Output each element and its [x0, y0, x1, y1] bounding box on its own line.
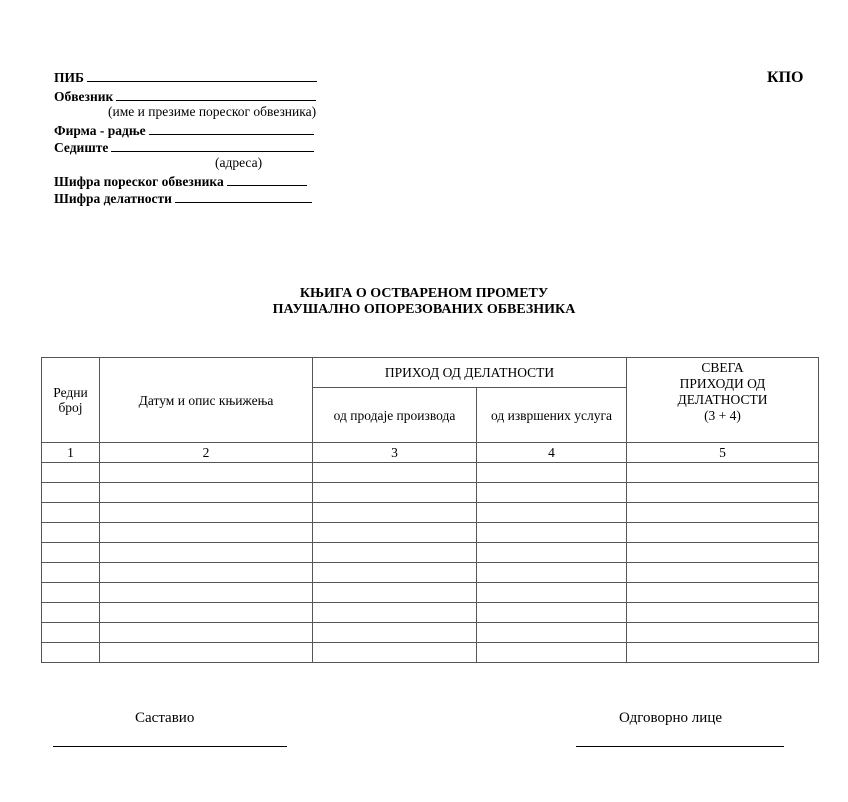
table-row [42, 483, 819, 503]
table-cell[interactable] [627, 483, 819, 503]
col5-line2: ПРИХОДИ ОД [679, 376, 766, 391]
col-header-income-group: ПРИХОД ОД ДЕЛАТНОСТИ [313, 358, 627, 388]
table-row [42, 583, 819, 603]
table-cell[interactable] [100, 643, 313, 663]
col5-line1: СВЕГА [701, 360, 744, 375]
table-cell[interactable] [627, 463, 819, 483]
table-cell[interactable] [627, 503, 819, 523]
table-cell[interactable] [42, 543, 100, 563]
col-header-total [627, 358, 819, 443]
col-header-date-description: Датум и опис књижења [100, 358, 313, 443]
table-cell[interactable] [477, 643, 627, 663]
table-cell[interactable] [313, 503, 477, 523]
ledger-table [41, 357, 819, 663]
pib-label: ПИБ [54, 70, 84, 85]
column-number: 5 [627, 443, 819, 463]
sifra-obveznika-field[interactable] [227, 173, 307, 186]
table-cell[interactable] [100, 603, 313, 623]
sifra-delatnosti-label: Шифра делатности [54, 191, 172, 206]
document-title-line1: КЊИГА О ОСТВАРЕНОМ ПРОМЕТУ [299, 286, 549, 301]
table-cell[interactable] [313, 483, 477, 503]
table-row [42, 503, 819, 523]
table-cell[interactable] [627, 523, 819, 543]
table-cell[interactable] [313, 583, 477, 603]
table-cell[interactable] [477, 563, 627, 583]
table-cell[interactable] [313, 623, 477, 643]
signature-right-label: Одговорно лице [619, 710, 723, 726]
table-cell[interactable] [313, 643, 477, 663]
table-cell[interactable] [42, 563, 100, 583]
firma-label: Фирма - радње [54, 123, 146, 138]
obveznik-field[interactable] [116, 88, 316, 101]
table-cell[interactable] [477, 543, 627, 563]
table-cell[interactable] [42, 503, 100, 523]
table-cell[interactable] [100, 563, 313, 583]
table-cell[interactable] [42, 643, 100, 663]
col-header-product-sales: од продаје производа [313, 388, 477, 443]
table-cell[interactable] [42, 623, 100, 643]
table-cell[interactable] [477, 603, 627, 623]
table-row [42, 463, 819, 483]
table-cell[interactable] [42, 583, 100, 603]
column-number-row [42, 443, 819, 463]
pib-field[interactable] [87, 69, 317, 82]
table-cell[interactable] [627, 583, 819, 603]
table-row [42, 523, 819, 543]
table-row [42, 643, 819, 663]
table-cell[interactable] [313, 603, 477, 623]
signature-left-line[interactable] [53, 746, 287, 747]
table-cell[interactable] [627, 563, 819, 583]
form-code: КПО [767, 69, 804, 86]
firma-field[interactable] [149, 122, 314, 135]
table-cell[interactable] [42, 483, 100, 503]
table-cell[interactable] [627, 543, 819, 563]
table-header-row-1 [42, 358, 819, 388]
firma-row [54, 122, 314, 139]
sifra-obveznika-row [54, 173, 307, 190]
table-cell[interactable] [42, 463, 100, 483]
table-cell[interactable] [100, 483, 313, 503]
obveznik-label: Обвезник [54, 89, 114, 104]
col5-line3: ДЕЛАТНОСТИ [677, 392, 768, 407]
col-header-services: од извршених услуга [477, 388, 627, 443]
table-cell[interactable] [100, 583, 313, 603]
obveznik-row [54, 88, 316, 105]
table-cell[interactable] [477, 503, 627, 523]
table-cell[interactable] [42, 603, 100, 623]
column-number: 2 [100, 443, 313, 463]
table-cell[interactable] [477, 463, 627, 483]
table-cell[interactable] [627, 623, 819, 643]
table-cell[interactable] [100, 623, 313, 643]
table-cell[interactable] [477, 583, 627, 603]
table-row [42, 563, 819, 583]
table-cell[interactable] [477, 623, 627, 643]
obveznik-hint: (име и презиме пореског обвезника) [108, 104, 317, 119]
table-cell[interactable] [627, 643, 819, 663]
table-cell[interactable] [313, 563, 477, 583]
sediste-hint: (адреса) [215, 155, 263, 170]
table-body [42, 463, 819, 663]
column-number: 4 [477, 443, 627, 463]
col-header-serial: Редни број [42, 358, 100, 443]
table-cell[interactable] [627, 603, 819, 623]
table-row [42, 543, 819, 563]
signature-right-line[interactable] [576, 746, 784, 747]
column-number: 1 [42, 443, 100, 463]
table-cell[interactable] [100, 543, 313, 563]
sifra-obveznika-label: Шифра пореског обвезника [54, 174, 224, 189]
sifra-delatnosti-row [54, 190, 312, 207]
sifra-delatnosti-field[interactable] [175, 190, 312, 203]
table-cell[interactable] [477, 523, 627, 543]
table-cell[interactable] [477, 483, 627, 503]
table-row [42, 603, 819, 623]
document-title-line2: ПАУШАЛНО ОПОРЕЗОВАНИХ ОБВЕЗНИКА [272, 302, 576, 317]
pib-row [54, 69, 317, 86]
column-number: 3 [313, 443, 477, 463]
sediste-label: Седиште [54, 140, 109, 155]
table-row [42, 623, 819, 643]
col5-line4: (3 + 4) [704, 408, 741, 423]
table-cell[interactable] [313, 523, 477, 543]
table-cell[interactable] [313, 463, 477, 483]
table-cell[interactable] [313, 543, 477, 563]
signature-left-label: Саставио [135, 710, 195, 726]
table-cell[interactable] [42, 523, 100, 543]
table-cell[interactable] [100, 463, 313, 483]
sediste-row [54, 139, 314, 156]
sediste-field[interactable] [111, 139, 314, 152]
table-cell[interactable] [100, 523, 313, 543]
table-cell[interactable] [100, 503, 313, 523]
